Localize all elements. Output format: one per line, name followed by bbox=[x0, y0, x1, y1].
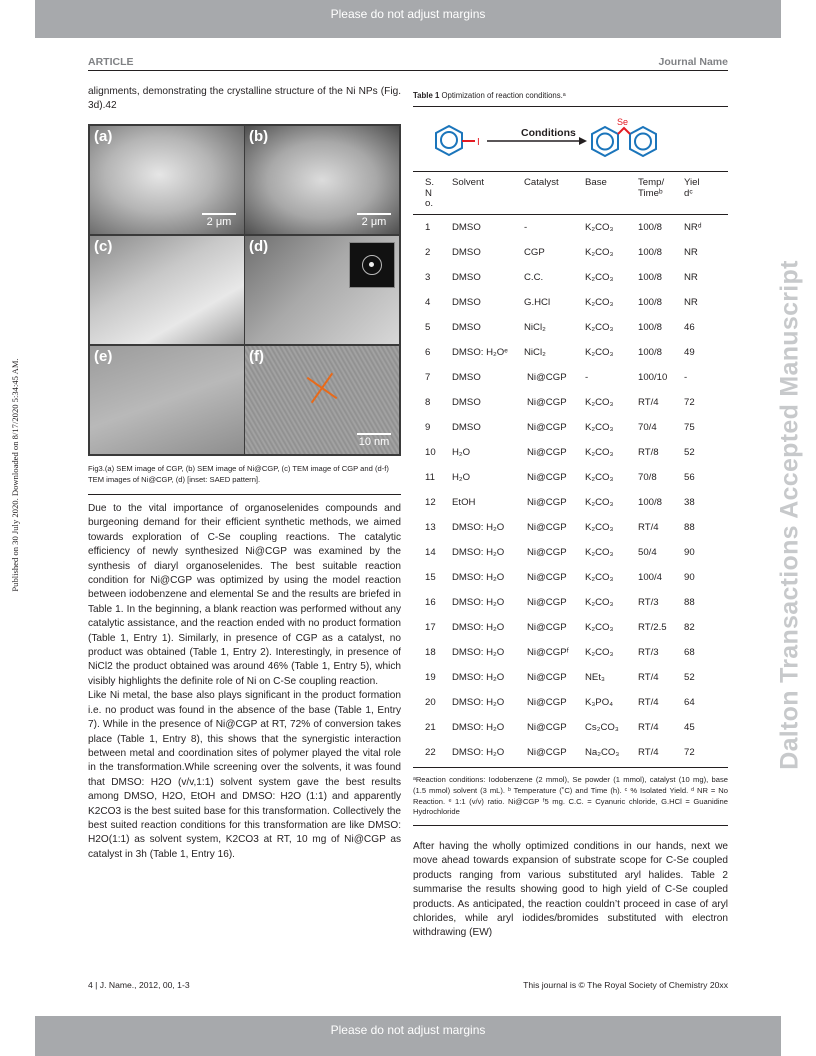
table-row bbox=[413, 441, 728, 466]
journal-name: Journal Name bbox=[658, 56, 728, 68]
cell-base: K₂CO₃ bbox=[585, 497, 614, 508]
cell-temp-time: 100/8 bbox=[638, 247, 663, 258]
cell-catalyst: Ni@CGP bbox=[527, 622, 567, 633]
scalebar-a-text: 2 μm bbox=[206, 216, 232, 228]
header-base: Base bbox=[585, 177, 607, 188]
cell-solvent: DMSO bbox=[452, 222, 481, 233]
table-row bbox=[413, 741, 728, 766]
cell-catalyst: Ni@CGP bbox=[527, 572, 567, 583]
cell-base: K₂CO₃ bbox=[585, 572, 614, 583]
cell-base: Na₂CO₃ bbox=[585, 747, 620, 758]
cell-entry-number: 8 bbox=[425, 397, 431, 408]
cell-yield: 90 bbox=[684, 547, 695, 558]
watermark-text: Dalton Transactions Accepted Manuscript bbox=[775, 260, 804, 770]
cell-entry-number: 5 bbox=[425, 322, 431, 333]
cell-catalyst: Ni@CGP bbox=[527, 547, 567, 558]
publication-note bbox=[8, 325, 22, 625]
figure-3 bbox=[88, 124, 401, 456]
panel-e-tem-nicgp bbox=[90, 346, 244, 454]
cell-yield: 68 bbox=[684, 647, 695, 658]
iodine-atom: I bbox=[477, 137, 480, 148]
cell-entry-number: 22 bbox=[425, 747, 436, 758]
cell-catalyst: Ni@CGP bbox=[527, 697, 567, 708]
panel-label-d: (d) bbox=[249, 238, 269, 255]
table-row bbox=[413, 641, 728, 666]
cell-catalyst: - bbox=[524, 222, 528, 233]
cell-solvent: H₂O bbox=[452, 447, 471, 458]
cell-entry-number: 16 bbox=[425, 597, 436, 608]
header-temp-time: Temp/ Timeᵇ bbox=[638, 177, 665, 199]
cell-solvent: DMSO bbox=[452, 272, 481, 283]
scalebar-f-text: 10 nm bbox=[358, 436, 390, 448]
cell-yield: 88 bbox=[684, 597, 695, 608]
cell-temp-time: RT/4 bbox=[638, 747, 659, 758]
cell-entry-number: 13 bbox=[425, 522, 436, 533]
reaction-arrow-head bbox=[579, 137, 587, 145]
cell-entry-number: 20 bbox=[425, 697, 436, 708]
cell-temp-time: 100/10 bbox=[638, 372, 668, 383]
cell-temp-time: RT/4 bbox=[638, 722, 659, 733]
cell-catalyst: NiCl₂ bbox=[524, 347, 546, 358]
cell-base: K₂CO₃ bbox=[585, 647, 614, 658]
panel-label-e: (e) bbox=[94, 348, 113, 365]
cell-yield: NR bbox=[684, 297, 698, 308]
table-row bbox=[413, 366, 728, 391]
cell-entry-number: 9 bbox=[425, 422, 431, 433]
cell-base: K₂CO₃ bbox=[585, 622, 614, 633]
cell-solvent: DMSO: H₂O bbox=[452, 522, 505, 533]
cell-base: NEt₃ bbox=[585, 672, 605, 683]
cell-catalyst: Ni@CGP bbox=[527, 422, 567, 433]
column2-body bbox=[413, 840, 728, 941]
table-row bbox=[413, 591, 728, 616]
cell-yield: NR bbox=[684, 247, 698, 258]
cell-temp-time: RT/4 bbox=[638, 522, 659, 533]
lattice-marker-cross bbox=[307, 377, 338, 399]
cell-entry-number: 4 bbox=[425, 297, 431, 308]
cell-base: K₃PO₄ bbox=[585, 697, 614, 708]
cell-yield: 49 bbox=[684, 347, 695, 358]
cell-temp-time: RT/3 bbox=[638, 647, 659, 658]
figure-caption-rule bbox=[88, 494, 401, 495]
panel-label-c: (c) bbox=[94, 238, 113, 255]
cell-yield: 72 bbox=[684, 747, 695, 758]
column1-body bbox=[88, 502, 401, 862]
table-footnote: ᵃReaction conditions: Iodobenzene (2 mmol), Se powder (1 mmol), catalyst (10 mg), base (1.5 mmol) solvent (3 mL). ᵇ Temperature (˚C) and Time (h). ᶜ % Isolated Yield. ᵈ NR = No Reaction. ᵉ 1:1 (v/v) ratio. Ni@CGP ᶠ5 mg. C.C. = Cyanuric chloride, G.HCl = Guanidine Hydrochloride bbox=[413, 775, 728, 817]
cell-solvent: DMSO bbox=[452, 422, 481, 433]
cell-catalyst: Ni@CGP bbox=[527, 372, 567, 383]
cell-yield: 46 bbox=[684, 322, 695, 333]
cell-base: K₂CO₃ bbox=[585, 297, 614, 308]
cell-temp-time: 100/8 bbox=[638, 497, 663, 508]
cell-yield: 56 bbox=[684, 472, 695, 483]
cell-solvent: DMSO: H₂O bbox=[452, 622, 505, 633]
body-paragraph-3: After having the wholly optimized conditions in our hands, next we move ahead towards expansion of substrate scope for C-Se coupled products ranging from various substituted aryl halides. Table 2 summarise the results showing good to high yield of C-Se coupled products. As anticipated, the reaction couldn’t proceed in case of aryl chlorides, while aryl iodides/bromides substituted with electron withdrawing (EW) bbox=[413, 841, 728, 939]
top-margin-banner bbox=[35, 0, 781, 38]
table-row bbox=[413, 691, 728, 716]
cell-temp-time: RT/4 bbox=[638, 697, 659, 708]
manuscript-watermark bbox=[770, 220, 810, 810]
table-row bbox=[413, 516, 728, 541]
table-row bbox=[413, 491, 728, 516]
saed-inset bbox=[349, 242, 395, 288]
cell-base: K₂CO₃ bbox=[585, 397, 614, 408]
cell-temp-time: RT/2.5 bbox=[638, 622, 667, 633]
table-header-bottom-rule bbox=[413, 214, 728, 215]
cell-base: K₂CO₃ bbox=[585, 422, 614, 433]
cell-yield: 38 bbox=[684, 497, 695, 508]
cell-temp-time: RT/8 bbox=[638, 447, 659, 458]
cell-temp-time: 100/8 bbox=[638, 272, 663, 283]
cell-catalyst: Ni@CGP bbox=[527, 397, 567, 408]
table-row bbox=[413, 291, 728, 316]
cell-solvent: DMSO: H₂O bbox=[452, 697, 505, 708]
panel-f-hrtem-nicgp bbox=[245, 346, 399, 454]
cell-yield: 90 bbox=[684, 572, 695, 583]
panel-label-f: (f) bbox=[249, 348, 264, 365]
cell-entry-number: 15 bbox=[425, 572, 436, 583]
reaction-scheme bbox=[413, 108, 728, 170]
cell-temp-time: RT/3 bbox=[638, 597, 659, 608]
scalebar-b bbox=[357, 213, 391, 228]
table-row bbox=[413, 266, 728, 291]
cell-entry-number: 6 bbox=[425, 347, 431, 358]
header-yield: Yiel dᶜ bbox=[684, 177, 700, 199]
cell-solvent: DMSO bbox=[452, 322, 481, 333]
cell-solvent: DMSO: H₂O bbox=[452, 747, 505, 758]
table-caption-text: Optimization of reaction conditions.ᵃ bbox=[439, 91, 566, 100]
table-row bbox=[413, 466, 728, 491]
cell-entry-number: 2 bbox=[425, 247, 431, 258]
header-solvent: Solvent bbox=[452, 177, 484, 188]
cell-solvent: DMSO: H₂O bbox=[452, 722, 505, 733]
panel-label-a: (a) bbox=[94, 128, 113, 145]
cell-solvent: DMSO: H₂O bbox=[452, 597, 505, 608]
cell-base: Cs₂CO₃ bbox=[585, 722, 619, 733]
cell-base: K₂CO₃ bbox=[585, 272, 614, 283]
column1-intro bbox=[88, 85, 401, 114]
cell-solvent: DMSO bbox=[452, 297, 481, 308]
cell-temp-time: RT/4 bbox=[638, 672, 659, 683]
cell-entry-number: 3 bbox=[425, 272, 431, 283]
publication-note-text: Published on 30 July 2020. Downloaded on 8/17/2020 5:34:45 AM. bbox=[10, 358, 20, 592]
article-label: ARTICLE bbox=[88, 56, 134, 68]
cell-catalyst: Ni@CGP bbox=[527, 447, 567, 458]
table-row bbox=[413, 416, 728, 441]
cell-temp-time: 100/8 bbox=[638, 347, 663, 358]
cell-entry-number: 11 bbox=[425, 472, 435, 483]
cell-temp-time: 70/8 bbox=[638, 472, 657, 483]
body-paragraph-2: Like Ni metal, the base also plays significant in the product formation i.e. no product was found in the absence of the base (Table 1, Entry 7). While in the presence of Ni@CGP at RT, 72% of conversion takes place (Table 1, Entry 8), this shows that the synergistic interaction between metal and coordination sites of polymer played the vital role in the transformation.While screening over the solvents, it was found that DMSO: H2O (v/v,1:1) solvent system gave the best results among DMSO, H2O, EtOH and DMSO: H2O (1:1) and apparently K2CO3 is the best suited base for this transformation. Collectively the best suited reaction conditions for this transformation are like DMSO: H2O(1:1) as solvent system, K2CO3 at RT, 10 mg of Ni@CGP as catalyst in 3h (Table 1, Entry 16). bbox=[88, 690, 401, 860]
cell-base: - bbox=[585, 372, 589, 383]
table-row bbox=[413, 391, 728, 416]
c-se-bonds bbox=[618, 128, 630, 134]
iodobenzene-structure bbox=[436, 126, 462, 155]
cell-solvent: DMSO: H₂O bbox=[452, 547, 505, 558]
cell-solvent: H₂O bbox=[452, 472, 471, 483]
cell-yield: 52 bbox=[684, 447, 695, 458]
page-footer-citation: 4 | J. Name., 2012, 00, 1-3 bbox=[88, 980, 190, 990]
cell-entry-number: 10 bbox=[425, 447, 436, 458]
cell-catalyst: Ni@CGPᶠ bbox=[527, 647, 569, 658]
cell-temp-time: RT/4 bbox=[638, 397, 659, 408]
cell-solvent: DMSO bbox=[452, 247, 481, 258]
cell-temp-time: 100/4 bbox=[638, 572, 663, 583]
cell-catalyst: Ni@CGP bbox=[527, 747, 567, 758]
table-footnote-rule bbox=[413, 825, 728, 826]
cell-solvent: DMSO bbox=[452, 397, 481, 408]
conditions-label: Conditions bbox=[521, 127, 576, 139]
panel-d-tem-nicgp bbox=[245, 236, 399, 344]
cell-base: K₂CO₃ bbox=[585, 347, 614, 358]
cell-yield: 88 bbox=[684, 522, 695, 533]
cell-yield: NRᵈ bbox=[684, 222, 702, 233]
cell-solvent: DMSO: H₂Oᵉ bbox=[452, 347, 508, 358]
bottom-margin-banner bbox=[35, 1016, 781, 1056]
cell-base: K₂CO₃ bbox=[585, 547, 614, 558]
cell-entry-number: 12 bbox=[425, 497, 436, 508]
table-top-rule bbox=[413, 106, 728, 107]
cell-catalyst: Ni@CGP bbox=[527, 522, 567, 533]
cell-temp-time: 100/8 bbox=[638, 222, 663, 233]
table-row bbox=[413, 541, 728, 566]
cell-yield: 72 bbox=[684, 397, 695, 408]
scalebar-b-text: 2 μm bbox=[361, 216, 387, 228]
cell-catalyst: G.HCl bbox=[524, 297, 551, 308]
cell-base: K₂CO₃ bbox=[585, 322, 614, 333]
cell-entry-number: 21 bbox=[425, 722, 436, 733]
cell-yield: 45 bbox=[684, 722, 695, 733]
table-row bbox=[413, 341, 728, 366]
cell-yield: - bbox=[684, 372, 688, 383]
cell-solvent: DMSO: H₂O bbox=[452, 572, 505, 583]
panel-c-tem-cgp bbox=[90, 236, 244, 344]
cell-catalyst: Ni@CGP bbox=[527, 472, 567, 483]
cell-solvent: DMSO: H₂O bbox=[452, 672, 505, 683]
cell-yield: 75 bbox=[684, 422, 695, 433]
selenium-atom: Se bbox=[617, 117, 629, 127]
cell-entry-number: 1 bbox=[425, 222, 431, 233]
cell-yield: 52 bbox=[684, 672, 695, 683]
table-row bbox=[413, 566, 728, 591]
cell-temp-time: 100/8 bbox=[638, 297, 663, 308]
cell-catalyst: Ni@CGP bbox=[527, 672, 567, 683]
panel-a-sem-cgp bbox=[90, 126, 244, 234]
table-header-top-rule bbox=[413, 171, 728, 172]
table-row bbox=[413, 316, 728, 341]
cell-temp-time: 50/4 bbox=[638, 547, 657, 558]
panel-b-sem-nicgp bbox=[245, 126, 399, 234]
table-row bbox=[413, 616, 728, 641]
cell-base: K₂CO₃ bbox=[585, 472, 614, 483]
cell-solvent: EtOH bbox=[452, 497, 476, 508]
cell-base: K₂CO₃ bbox=[585, 222, 614, 233]
table-caption bbox=[413, 91, 566, 100]
cell-temp-time: 100/8 bbox=[638, 322, 663, 333]
cell-catalyst: Ni@CGP bbox=[527, 722, 567, 733]
table-row bbox=[413, 666, 728, 691]
top-banner-text: Please do not adjust margins bbox=[330, 7, 486, 21]
cell-base: K₂CO₃ bbox=[585, 247, 614, 258]
cell-catalyst: NiCl₂ bbox=[524, 322, 546, 333]
intro-paragraph: alignments, demonstrating the crystalline structure of the Ni NPs (Fig. 3d).42 bbox=[88, 86, 401, 112]
table-caption-label: Table 1 bbox=[413, 91, 440, 100]
scalebar-a bbox=[202, 213, 236, 228]
cell-catalyst: Ni@CGP bbox=[527, 597, 567, 608]
cell-temp-time: 70/4 bbox=[638, 422, 657, 433]
cell-base: K₂CO₃ bbox=[585, 447, 614, 458]
table-row bbox=[413, 716, 728, 741]
body-paragraph-1: Due to the vital importance of organoselenides compounds and burgeoning demand for their efficient synthetic methods, we aimed towards exploration of C-Se coupling reactions. The catalytic efficiency of newly synthesized Ni@CGP was examined by the synthesis of diaryl organoselenides. The best suitable reaction condition for Ni@CGP was optimized by using the model reaction between iodobenzene and elemental Se and the results are briefed in Table 1. In the beginning, a blank reaction was performed without any catalytic assistance, and the reaction ended with no product formation (Table 1, Entry 1). Similarly, in presence of CGP as a catalyst, no product was obtained (Table 1, Entry 2). Interestingly, in presence of NiCl2 the product obtained was around 46% (Table 1, Entry 5), which visibly highlights the definite role of Ni on C-Se coupling reaction. bbox=[88, 503, 401, 687]
bottom-banner-text: Please do not adjust margins bbox=[330, 1023, 486, 1037]
cell-catalyst: CGP bbox=[524, 247, 545, 258]
cell-yield: 82 bbox=[684, 622, 695, 633]
page-footer-copyright: This journal is © The Royal Society of Chemistry 20xx bbox=[523, 980, 728, 990]
cell-catalyst: Ni@CGP bbox=[527, 497, 567, 508]
table-bottom-rule bbox=[413, 767, 728, 768]
scalebar-f bbox=[357, 433, 391, 448]
cell-base: K₂CO₃ bbox=[585, 597, 614, 608]
cell-entry-number: 17 bbox=[425, 622, 436, 633]
cell-base: K₂CO₃ bbox=[585, 522, 614, 533]
cell-yield: 64 bbox=[684, 697, 695, 708]
header-sno: S. N o. bbox=[425, 177, 435, 209]
cell-solvent: DMSO: H₂O bbox=[452, 647, 505, 658]
cell-catalyst: C.C. bbox=[524, 272, 544, 283]
cell-entry-number: 18 bbox=[425, 647, 436, 658]
cell-entry-number: 7 bbox=[425, 372, 431, 383]
table-row bbox=[413, 216, 728, 241]
table-row bbox=[413, 241, 728, 266]
cell-yield: NR bbox=[684, 272, 698, 283]
cell-entry-number: 19 bbox=[425, 672, 436, 683]
header-rule bbox=[88, 70, 728, 71]
panel-label-b: (b) bbox=[249, 128, 269, 145]
cell-solvent: DMSO bbox=[452, 372, 481, 383]
header-catalyst: Catalyst bbox=[524, 177, 559, 188]
cell-entry-number: 14 bbox=[425, 547, 436, 558]
figure-caption: Fig3.(a) SEM image of CGP, (b) SEM image of Ni@CGP, (c) TEM image of CGP and (d-f) TEM images of Ni@CGP, (d) [inset: SAED pattern]. bbox=[88, 464, 389, 484]
diphenyl-selenide-structure bbox=[592, 127, 656, 156]
